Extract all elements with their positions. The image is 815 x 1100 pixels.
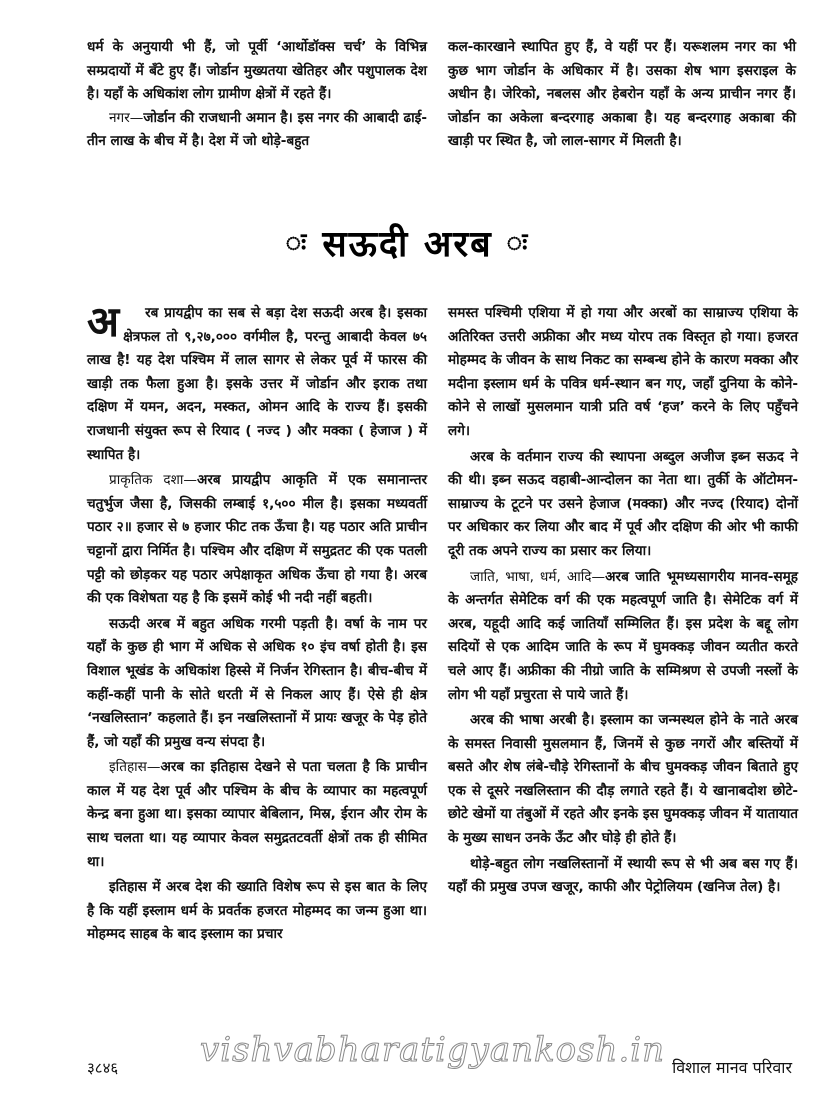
bottom-right-column — [448, 302, 798, 900]
title-text: सऊदी अरब — [322, 224, 493, 265]
intro-text: रब प्रायद्वीप का सब से बड़ा देश सऊदी अरब है। इसका क्षेत्रफल तो ९,२७,००० वर्गमील है, परन्तु आबादी केवल ७५ लाख है! यह देश पश्चिम में लाल सागर से लेकर पूर्व में फारस की खाड़ी तक फैला हुआ है। इसके उत्तर में जोर्डान और इराक तथा दक्षिण में यमन, अदन, मस्कत, ओमन आदि के राज्य हैं। इसकी राजधानी संयुक्त रूप से रियाद ( नज्द ) और मक्का ( हेजाज ) में स्थापित है। — [87, 305, 427, 463]
people-paragraph — [448, 566, 798, 708]
running-footer-title: विशाल मानव परिवार — [672, 1058, 792, 1077]
islam-paragraph: इतिहास में अरब देश की ख्याति विशेष रूप से इस बात के लिए है कि यहीं इस्लाम धर्म के प्रवर्तक हजरत मोहम्मद का जन्म हुआ था। मोहम्मद साहब के बाद इस्लाम का प्रचार — [87, 879, 427, 943]
jordan-cities-paragraph — [87, 107, 427, 154]
jordan-religion-paragraph: धर्म के अनुयायी भी हैं, जो पूर्वी ‘आर्थोडॉक्स चर्च’ के विभिन्न सम्प्रदायों में बँटे हुए हैं। जोर्डान मुख्यतया खेतिहर और पशुपालक देश है। यहाँ के अधिकांश लोग ग्रामीण क्षेत्रों में रहते हैं। — [87, 39, 427, 103]
islam-continued-paragraph: समस्त पश्चिमी एशिया में हो गया और अरबों का साम्राज्य एशिया के अतिरिक्त उत्तरी अफ्रीका और मध्य योरप तक विस्तृत हो गया। हजरत मोहम्मद के जीवन के साथ निकट का सम्बन्ध होने के कारण मक्का और मदीना इस्लाम धर्म के पवित्र धर्म-स्थान बन गए, जहाँ दुनिया के कोने-कोने से लाखों मुसलमान यात्री प्रति वर्ष ‘हज’ करने के लिए पहुँचने लगे। — [448, 305, 798, 439]
page-title — [0, 218, 815, 267]
history-paragraph — [87, 756, 427, 874]
section-lead-cities: नगर— — [109, 109, 144, 126]
top-left-column — [87, 36, 427, 154]
section-lead-history: इतिहास— — [109, 759, 161, 776]
people-text: अरब जाति भूमध्यसागरीय मानव-समूह के अन्तर्गत सेमेटिक वर्ग की एक महत्वपूर्ण जाति है। सेमेटिक वर्ग में अरब, यहूदी आदि कई जातियाँ सम्मिलित हैं। इस प्रदेश के बद्दू लोग सदियों से एक आदिम जाति के रूप में घुमक्कड़ जीवन व्यतीत करते चले आए हैं। अफ्रीका की नीग्रो जाति के सम्मिश्रण से उपजी नस्लों के लोग भी यहाँ प्रचुरता से पाये जाते हैं। — [448, 568, 798, 703]
nature-text: अरब प्रायद्वीप आकृति में एक समानान्तर चतुर्भुज जैसा है, जिसकी लम्बाई १,५०० मील है। इसका मध्यवर्ती पठार २॥ हजार से ७ हजार फीट तक ऊँचा है। यह पठार अति प्राचीन चट्टानों द्वारा निर्मित है। पश्चिम और दक्षिण में समुद्रतट की एक पतली पट्टी को छोड़कर यह पठार अपेक्षाकृत अधिक ऊँचा हो गया है। अरब की एक विशेषता यह है कि इसमें कोई भी नदी नहीं बहती। — [87, 472, 427, 607]
climate-paragraph: सऊदी अरब में बहुत अधिक गरमी पड़ती है। वर्षा के नाम पर यहाँ के कुछ ही भाग में अधिक से अधिक १० इंच वर्षा होती है। इस विशाल भूखंड के अधिकांश हिस्से में निर्जन रेगिस्तान है। बीच-बीच में कहीं-कहीं पानी के सोते धरती में से निकल आए हैं। ऐसे ही क्षेत्र ‘नखलिस्तान’ कहलाते हैं। इन नखलिस्तानों में प्रायः खजूर के पेड़ होते हैं, जो यहाँ की प्रमुख वन्य संपदा है। — [87, 615, 427, 750]
drop-cap: अ — [87, 297, 120, 346]
jordan-industry-paragraph: कल-कारखाने स्थापित हुए हैं, वे यहीं पर हैं। यरूशलम नगर का भी कुछ भाग जोर्डान के अधिकार में है। उसका शेष भाग इसराइल के अधीन है। जेरिको, नबलस और हेबरोन यहाँ के अन्य प्राचीन नगर हैं। जोर्डान का अकेला बन्दरगाह अकाबा है। यह बन्दरगाह अकाबा की खाड़ी पर स्थित है, जो लाल-सागर में मिलती है। — [448, 39, 796, 150]
bottom-left-column — [87, 297, 427, 947]
cities-text: जोर्डान की राजधानी अमान है। इस नगर की आबादी ढाई-तीन लाख के बीच में है। देश में जो थोड़े-बहुत — [87, 109, 427, 150]
page-number: ३८४६ — [87, 1059, 119, 1077]
intro-paragraph — [87, 297, 427, 467]
section-lead-people: जाति, भाषा, धर्म, आदि— — [470, 568, 606, 585]
top-right-column — [448, 36, 796, 154]
nature-paragraph — [87, 469, 427, 611]
modern-state-paragraph: अरब के वर्तमान राज्य की स्थापना अब्दुल अजीज इब्न सऊद ने की थी। इब्न सऊद वहाबी-आन्दोलन का नेता था। तुर्की के ऑटोमन-साम्राज्य के टूटने पर उसने हेजाज (मक्का) और नज्द (रियाद) दोनों पर अधिकार कर लिया और बाद में पूर्व और दक्षिण की ओर भी काफी दूरी तक अपने राज्य का प्रसार कर लिया। — [448, 448, 798, 559]
language-paragraph: अरब की भाषा अरबी है। इस्लाम का जन्मस्थल होने के नाते अरब के समस्त निवासी मुसलमान हैं, जिनमें से कुछ नगरों और बस्तियों में बसते और शेष लंबे-चौड़े रेगिस्तानों के बीच घुमक्कड़ जीवन बिताते हुए एक से दूसरे नखलिस्तान की दौड़ लगाते रहते हैं। ये खानाबदोश छोटे-छोटे खेमों या तंबुओं में रहते और इनके इस घुमक्कड़ जीवन में यातायात के मुख्य साधन उनके ऊँट और घोड़े ही होते हैं। — [448, 712, 798, 847]
title-ornament-left: ः — [285, 228, 309, 258]
section-lead-nature: प्राकृतिक दशा— — [109, 472, 197, 489]
history-text: अरब का इतिहास देखने से पता चलता है कि प्राचीन काल में यह देश पूर्व और पश्चिम के बीच के व्यापार का महत्वपूर्ण केन्द्र बना हुआ था। इसका व्यापार बेबिलान, मिस्र, ईरान और रोम के साथ चलता था। यह व्यापार केवल समुद्रतटवर्ती क्षेत्रों तक ही सीमित था। — [87, 759, 427, 870]
watermark: vishvabharatigyankosh.in — [200, 1030, 666, 1070]
settled-paragraph: थोड़े-बहुत लोग नखलिस्तानों में स्थायी रूप से भी अब बस गए हैं। यहाँ की प्रमुख उपज खजूर, काफी और पेट्रोलियम (खनिज तेल) है। — [448, 855, 798, 896]
title-ornament-right: ः — [506, 228, 530, 258]
